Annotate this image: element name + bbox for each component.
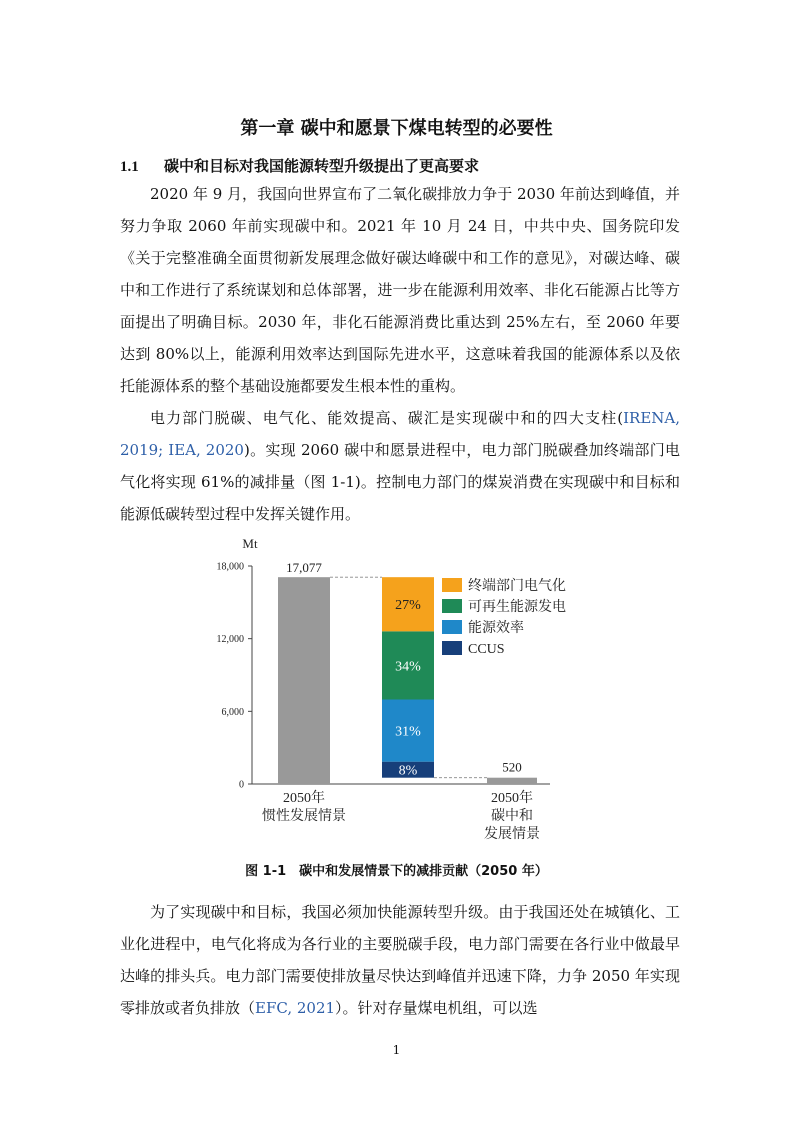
paragraph-3-text: 为了实现碳中和目标，我国必须加快能源转型升级。由于我国还处在城镇化、工业化进程中，电气化将成为各行业的主要脱碳手段，电力部门需要在各行业中做最早达峰的排头兵。电力部门需要使排放量尽快达到峰值并迅速下降，力争 2050 年实现零排放或者负排放（ bbox=[120, 903, 680, 1017]
section-number: 1.1 bbox=[120, 159, 139, 175]
segment-label: 31% bbox=[395, 724, 421, 740]
paragraph-2-text: 电力部门脱碳、电气化、能效提高、碳汇是实现碳中和的四大支柱( bbox=[150, 409, 624, 427]
paragraph-3 bbox=[120, 896, 680, 1024]
section-heading bbox=[120, 155, 479, 176]
legend-label: 终端部门电气化 bbox=[468, 579, 566, 594]
segment-label: 27% bbox=[395, 598, 421, 614]
figure-caption: 图 1-1 碳中和发展情景下的减排贡献（2050 年） bbox=[245, 864, 548, 879]
legend-swatch bbox=[442, 641, 462, 655]
x-category-label: 惯性发展情景 bbox=[262, 809, 346, 824]
x-category-label: 碳中和 bbox=[491, 809, 533, 824]
legend-swatch bbox=[442, 620, 462, 634]
y-tick-label: 0 bbox=[239, 779, 244, 791]
legend-label: CCUS bbox=[468, 642, 505, 657]
bar-carbon-neutral-scenario bbox=[487, 778, 537, 784]
legend-label: 可再生能源发电 bbox=[468, 600, 566, 615]
page-number: 1 bbox=[392, 1043, 401, 1057]
segment-label: 8% bbox=[398, 763, 418, 779]
bar-inertia-scenario bbox=[278, 577, 330, 784]
emission-reduction-chart bbox=[210, 530, 600, 850]
x-category-label: 2050年 bbox=[491, 791, 533, 806]
legend-swatch bbox=[442, 599, 462, 613]
paragraph-2 bbox=[120, 402, 680, 530]
x-category-label: 发展情景 bbox=[484, 827, 540, 842]
chapter-title: 第一章 碳中和愿景下煤电转型的必要性 bbox=[240, 118, 553, 139]
citation-irena-iea[interactable]: IRENA, 2019; IEA, 2020 bbox=[120, 409, 680, 459]
paragraph-1: 2020 年 9 月，我国向世界宣布了二氧化碳排放力争于 2030 年前达到峰值，并努力争取 2060 年前实现碳中和。2021 年 10 月 24 日，中共中央、国务院印发《关于完整准确全面贯彻新发展理念做好碳达峰碳中和工作的意见》，对碳达峰、碳中和工作进行了系统谋划和总体部署，进一步在能源利用效率、非化石能源占比等方面提出了明确目标。2030 年，非化石能源消费比重达到 25%左右，至 2060 年要达到 80%以上，能源利用效率达到国际先进水平，这意味着我国的能源体系以及依托能源体系的整个基础设施都要发生根本性的重构。 bbox=[120, 185, 680, 395]
paragraph-2-text-cont: )。实现 2060 碳中和愿景进程中，电力部门脱碳叠加终端部门电气化将实现 61%的减排量（图 1-1)。控制电力部门的煤炭消费在实现碳中和目标和能源低碳转型过程中发挥关键作用。 bbox=[120, 441, 680, 523]
y-axis-label: Mt bbox=[242, 536, 258, 551]
y-tick-label: 6,000 bbox=[221, 706, 244, 718]
y-tick-label: 12,000 bbox=[216, 634, 244, 646]
bar-inertia-value-label: 17,077 bbox=[286, 560, 322, 576]
y-tick-label: 18,000 bbox=[216, 561, 244, 573]
bar-carbon-neutral-value-label: 520 bbox=[502, 759, 522, 775]
x-category-label: 2050年 bbox=[283, 791, 325, 806]
legend-swatch bbox=[442, 578, 462, 592]
legend-label: 能源效率 bbox=[468, 621, 524, 636]
paragraph-3-text-cont: ）。针对存量煤电机组，可以选 bbox=[335, 999, 538, 1017]
section-title: 碳中和目标对我国能源转型升级提出了更高要求 bbox=[164, 157, 480, 175]
citation-efc[interactable]: EFC, 2021 bbox=[255, 999, 336, 1017]
segment-label: 34% bbox=[395, 659, 421, 675]
